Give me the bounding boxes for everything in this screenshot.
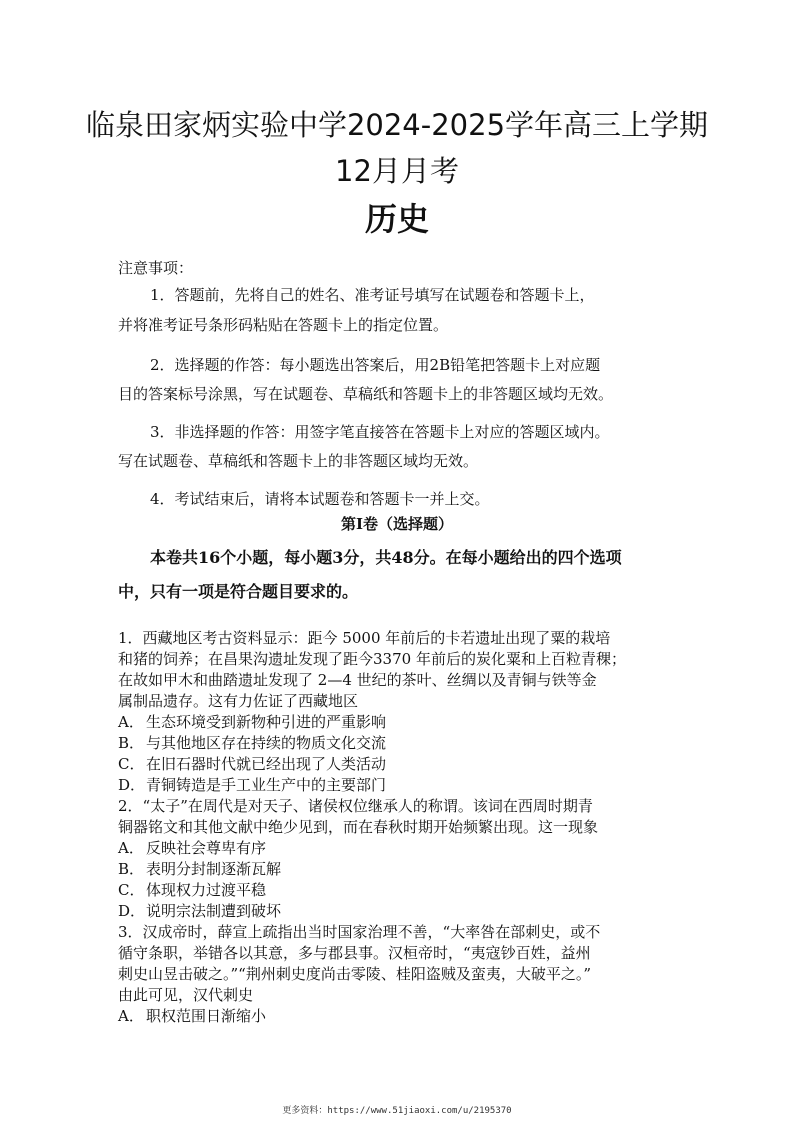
question-stem-line: 在故如甲木和曲踏遗址发现了 2—4 世纪的茶叶、丝绸以及青铜与铁等金 (118, 671, 597, 689)
option-text: 生态环境受到新物种引进的严重影响 (146, 713, 387, 731)
option-text: 在旧石器时代就已经出现了人类活动 (146, 755, 387, 773)
notice-line: 并将准考证号条形码粘贴在答题卡上的指定位置。 (118, 316, 449, 334)
option-text: 与其他地区存在持续的物质文化交流 (146, 734, 387, 752)
answer-option (118, 754, 688, 775)
question-stem-line: 刺史山昱击破之。”“荆州刺史度尚击零陵、桂阳盗贼及蛮夷，大破平之。” (118, 965, 592, 983)
option-letter: D． (118, 902, 146, 920)
answer-option (118, 733, 688, 754)
option-text: 表明分封制逐渐瓦解 (146, 860, 282, 878)
question-stem-line: 1．西藏地区考古资料显示：距今 5000 年前后的卡若遗址出现了粟的栽培 (118, 629, 611, 647)
notice-line: 目的答案标号涂黑，写在试题卷、草稿纸和答题卡上的非答题区域均无效。 (118, 385, 614, 403)
option-text: 职权范围日渐缩小 (146, 1007, 267, 1025)
option-letter: C． (118, 755, 145, 773)
footer-source-link[interactable]: 更多资料：https://www.51jiaoxi.com/u/2195370 (282, 1106, 512, 1116)
exam-title-line2: 12月月考 (335, 154, 459, 188)
question-stem-line: 铜器铭文和其他文献中绝少见到，而在春秋时期开始频繁出现。这一现象 (118, 818, 599, 836)
question-stem-line: 和猪的饲养；在昌果沟遗址发现了距今3370 年前后的炭化粟和上百粒青稞； (118, 650, 626, 668)
section-description: 中，只有一项是符合题目要求的。 (118, 582, 359, 601)
option-text: 青铜铸造是手工业生产中的主要部门 (146, 776, 387, 794)
notice-line: 3．非选择题的作答：用签字笔直接答在答题卡上对应的答题区域内。 (150, 423, 610, 441)
section-heading: 第Ⅰ卷（选择题） (340, 515, 454, 533)
section-description: 本卷共16个小题，每小题3分，共48分。在每小题给出的四个选项 (150, 548, 622, 567)
option-letter: A． (118, 1007, 144, 1025)
option-letter: B． (118, 734, 145, 752)
question-stem-line: 由此可见，汉代刺史 (118, 986, 254, 1004)
option-letter: A． (118, 839, 144, 857)
option-letter: B． (118, 860, 145, 878)
option-text: 体现权力过渡平稳 (146, 881, 267, 899)
option-text: 说明宗法制遭到破坏 (146, 902, 282, 920)
answer-option (118, 901, 688, 922)
notice-heading: 注意事项： (118, 259, 194, 277)
answer-option (118, 880, 688, 901)
question-stem-line: 循守条职，举错各以其意，多与郡县事。汉桓帝时，“夷寇钞百姓，益州 (118, 944, 591, 962)
question-stem-line: 2．“太子”在周代是对天子、诸侯权位继承人的称谓。该词在西周时期青 (118, 797, 593, 815)
notice-line: 写在试题卷、草稿纸和答题卡上的非答题区域均无效。 (118, 452, 479, 470)
notice-line: 2．选择题的作答：每小题选出答案后，用2B铅笔把答题卡上对应题 (150, 356, 601, 374)
answer-option (118, 775, 688, 796)
option-text: 反映社会尊卑有序 (146, 839, 267, 857)
answer-option (118, 859, 688, 880)
notice-line: 4．考试结束后，请将本试题卷和答题卡一并上交。 (150, 490, 490, 508)
option-letter: D． (118, 776, 146, 794)
notice-line: 1．答题前，先将自己的姓名、准考证号填写在试题卷和答题卡上， (150, 286, 595, 304)
question-stem-line: 属制品遗存。这有力佐证了西藏地区 (118, 692, 359, 710)
answer-option (118, 838, 688, 859)
option-letter: C． (118, 881, 145, 899)
option-letter: A． (118, 713, 144, 731)
question-stem-line: 3．汉成帝时，薛宣上疏指出当时国家治理不善，“大率咎在部刺史，或不 (118, 923, 601, 941)
subject-title: 历史 (364, 200, 429, 238)
answer-option (118, 712, 688, 733)
exam-title-line1: 临泉田家炳实验中学2024-2025学年高三上学期 (85, 108, 709, 142)
answer-option (118, 1006, 688, 1027)
